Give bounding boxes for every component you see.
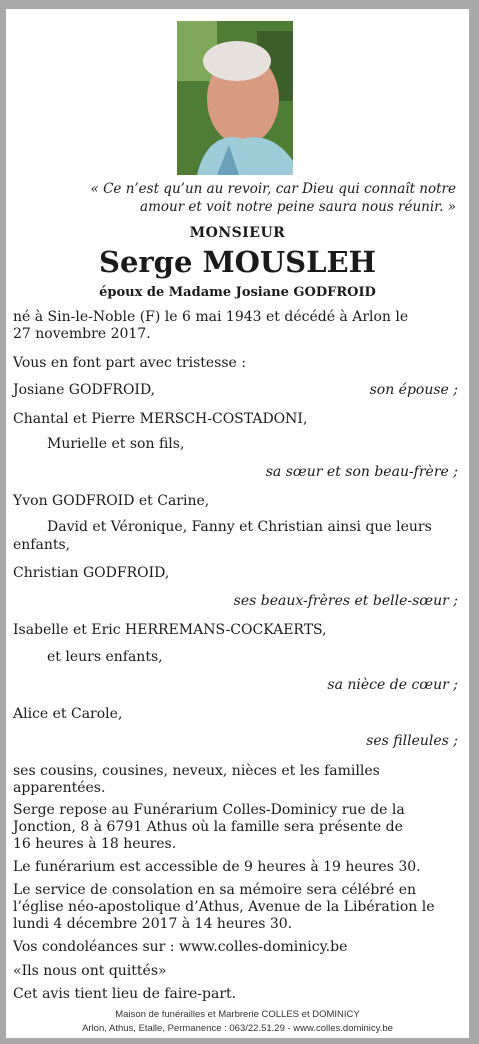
family-yvon: Yvon GODFROID et Carine,: [13, 493, 210, 509]
family-josiane: Josiane GODFROID,: [13, 382, 156, 398]
honorific-title: MONSIEUR: [189, 225, 286, 241]
family-christian: Christian GODFROID,: [13, 565, 170, 581]
birth-line-1: né à Sin-le-Noble (F) le 6 mai 1943 et décédé à Arlon le: [13, 309, 409, 325]
closing-quote: «Ils nous ont quittés»: [13, 963, 167, 979]
family-alice: Alice et Carole,: [13, 706, 123, 722]
service-line-2: l’église néo-apostolique d’Athus, Avenue de la Libération le: [13, 899, 435, 915]
deceased-name: Serge MOUSLEH: [99, 245, 376, 279]
footer-line-1: Maison de funérailles et Marbrerie COLLES et DOMINICY: [115, 1009, 360, 1020]
family-murielle: Murielle et son fils,: [47, 436, 185, 452]
funeral-line-3: 16 heures à 18 heures.: [13, 836, 177, 852]
family-david-2: enfants,: [13, 537, 71, 553]
family-isabelle-kids: et leurs enfants,: [47, 649, 163, 665]
role-niece: sa nièce de cœur ;: [327, 677, 458, 693]
service-line-1: Le service de consolation en sa mémoire sera célébré en: [13, 882, 417, 898]
birth-line-2: 27 novembre 2017.: [13, 326, 151, 342]
funeral-line-2: Jonction, 8 à 6791 Athus où la famille sera présente de: [13, 819, 403, 835]
announce-line: Vous en font part avec tristesse :: [13, 355, 246, 371]
spouse-line: époux de Madame Josiane GODFROID: [99, 285, 376, 300]
closing-line: Cet avis tient lieu de faire-part.: [13, 986, 237, 1002]
cousins-line-2: apparentées.: [13, 780, 106, 796]
family-isabelle: Isabelle et Eric HERREMANS-COCKAERTS,: [13, 622, 327, 638]
role-sister: sa sœur et son beau-frère ;: [265, 464, 458, 480]
obituary-page: [6, 9, 469, 1038]
role-inlaws: ses beaux-frères et belle-sœur ;: [233, 593, 458, 609]
footer-line-2: Arlon, Athus, Etalle, Permanence : 063/22.51.29 - www.colles.dominicy.be: [82, 1023, 393, 1034]
funeral-line-1: Serge repose au Funérarium Colles-Dominicy rue de la: [13, 802, 405, 818]
hours-line: Le funérarium est accessible de 9 heures à 19 heures 30.: [13, 859, 421, 875]
role-spouse: son épouse ;: [369, 382, 458, 398]
quote-line-1: « Ce n’est qu’un au revoir, car Dieu qui connaît notre: [90, 181, 456, 197]
role-filleules: ses filleules ;: [366, 733, 458, 749]
quote-line-2: amour et voit notre peine saura nous réunir. »: [140, 199, 456, 215]
family-chantal: Chantal et Pierre MERSCH-COSTADONI,: [13, 411, 308, 427]
family-david-1: David et Véronique, Fanny et Christian ainsi que leurs: [47, 519, 432, 535]
portrait-photo: [177, 21, 293, 175]
condolences-line: Vos condoléances sur : www.colles-dominicy.be: [13, 939, 348, 955]
service-line-3: lundi 4 décembre 2017 à 14 heures 30.: [13, 916, 293, 932]
cousins-line-1: ses cousins, cousines, neveux, nièces et les familles: [13, 763, 380, 779]
